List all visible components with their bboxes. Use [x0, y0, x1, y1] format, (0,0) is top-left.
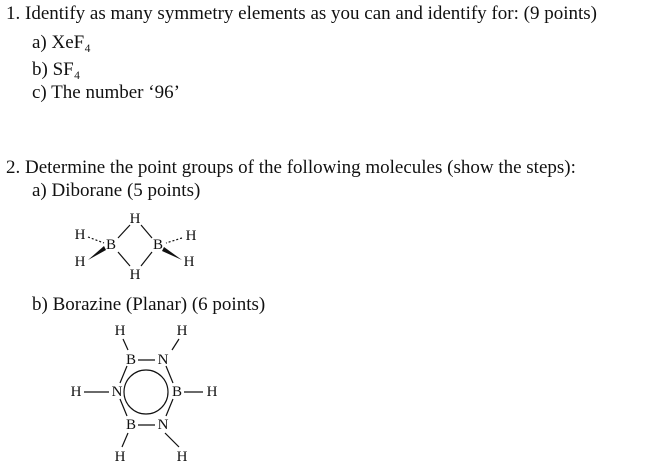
- question-1c: c) The number ‘96’: [32, 82, 180, 103]
- question-2-title: 2. Determine the point groups of the following molecules (show the steps):: [6, 157, 576, 178]
- question-2a: a) Diborane (5 points): [32, 180, 201, 201]
- atom-n-3: N: [157, 417, 169, 433]
- atom-n-1: N: [157, 352, 169, 368]
- atom-h-right-top: H: [185, 228, 197, 244]
- atom-h-6: H: [176, 449, 188, 465]
- atom-h-1: H: [114, 323, 126, 339]
- atom-b-2: B: [171, 384, 183, 400]
- atom-b-left: B: [105, 237, 117, 253]
- atom-b-right: B: [152, 237, 164, 253]
- question-1b: b) SF₄: [32, 59, 81, 80]
- atom-b-1: B: [125, 352, 137, 368]
- atom-h-bridge-top: H: [129, 211, 141, 227]
- question-2b: b) Borazine (Planar) (6 points): [32, 294, 266, 315]
- atom-h-left-bottom: H: [74, 254, 86, 270]
- question-1-title: 1. Identify as many symmetry elements as you can and identify for: (9 points): [6, 3, 597, 24]
- atom-h-right-bottom: H: [183, 254, 195, 270]
- atom-n-2: N: [111, 384, 123, 400]
- atom-h-4: H: [206, 384, 218, 400]
- atom-h-left-top: H: [74, 227, 86, 243]
- atom-h-3: H: [70, 384, 82, 400]
- atom-h-bridge-bottom: H: [129, 267, 141, 283]
- atom-h-5: H: [114, 449, 126, 465]
- question-1a: a) XeF₄: [32, 32, 91, 53]
- atom-b-3: B: [125, 417, 137, 433]
- atom-h-2: H: [176, 323, 188, 339]
